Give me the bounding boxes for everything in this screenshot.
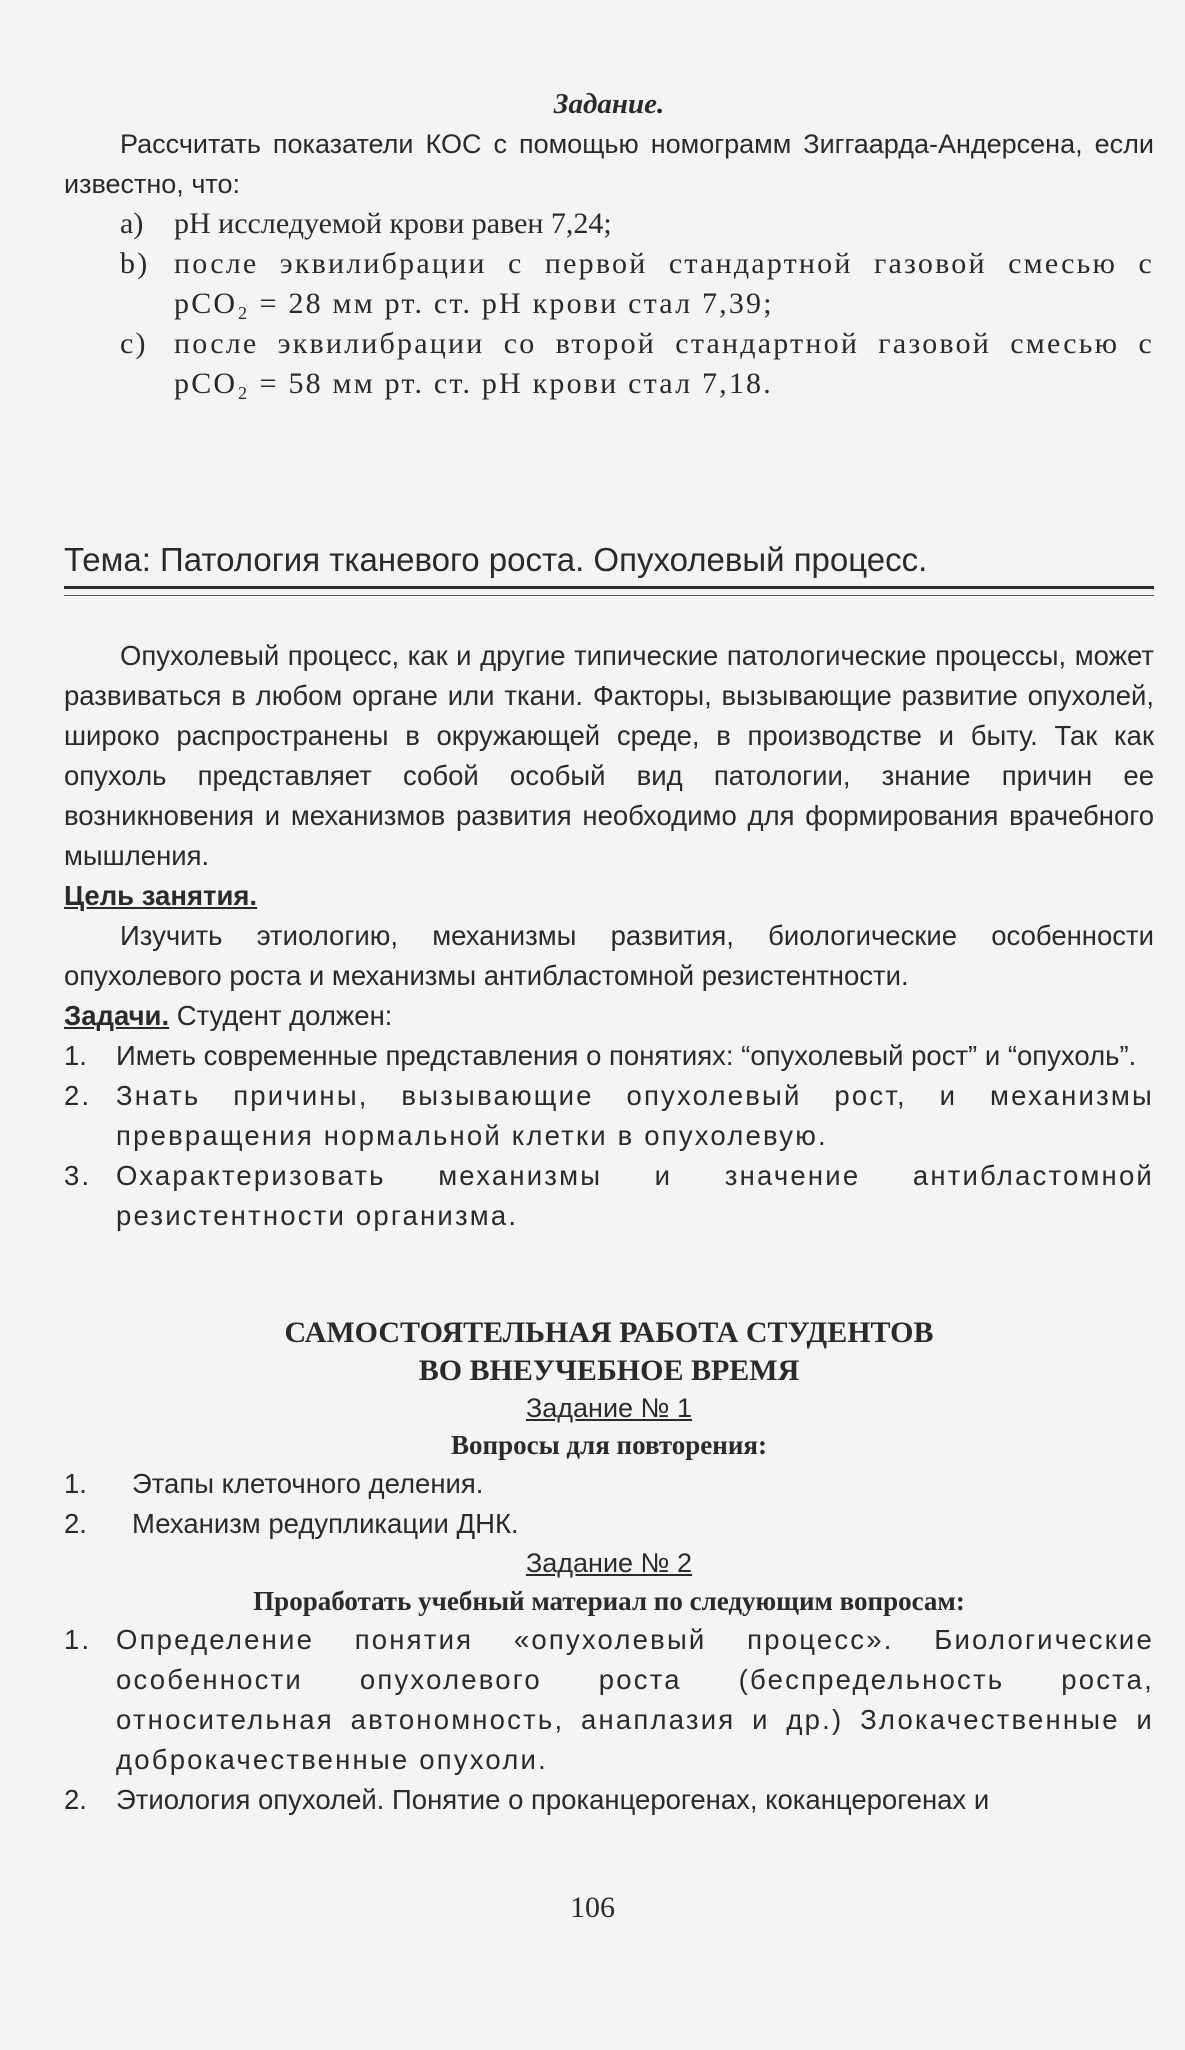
task1-label: Задание № 1	[525, 1393, 693, 1423]
task-title: Задание.	[553, 88, 665, 120]
task-block	[64, 84, 1154, 404]
goal-heading: Цель занятия.	[64, 880, 258, 911]
task-item-b	[64, 244, 1154, 324]
task2-marker: 1.	[64, 1624, 92, 1655]
task2-subtitle: Проработать учебный материал по следующим вопросам:	[253, 1586, 965, 1616]
task2-marker: 2.	[64, 1784, 87, 1815]
task-item-marker: b)	[120, 247, 150, 280]
task-list	[64, 204, 1154, 404]
task2-text: Определение понятия «опухолевый процесс». Биологические особенности опухолевого роста (беспредельность роста, относительная автономность, анаплазия и др.) Злокачественные и доброкачественные опухоли.	[116, 1624, 1154, 1775]
objective-item	[64, 1076, 1154, 1156]
task2-item	[64, 1620, 1154, 1780]
objectives-heading: Задачи.	[64, 1000, 170, 1031]
task-item-text: рН исследуемой крови равен 7,24;	[174, 207, 612, 240]
task1-item	[64, 1464, 1154, 1504]
objectives-lead: Студент должен:	[169, 1000, 393, 1031]
task-item-marker: а)	[120, 207, 144, 240]
objectives-line	[64, 996, 1154, 1036]
task1-item	[64, 1504, 1154, 1544]
task2-item	[64, 1780, 1154, 1820]
lesson-body	[64, 636, 1154, 1236]
self-work-section	[64, 1314, 1154, 1820]
objective-marker: 2.	[64, 1080, 92, 1111]
task2-label: Задание № 2	[525, 1548, 693, 1578]
self-work-title-line1: САМОСТОЯТЕЛЬНАЯ РАБОТА СТУДЕНТОВ	[284, 1316, 934, 1349]
objective-marker: 1.	[64, 1040, 87, 1071]
task1-marker: 1.	[64, 1468, 87, 1499]
task1-marker: 2.	[64, 1508, 87, 1539]
task-item-a	[64, 204, 1154, 244]
objective-text: Знать причины, вызывающие опухолевый рост, и механизмы превращения нормальной клетки в опухолевую.	[116, 1080, 1154, 1151]
topic-block	[64, 538, 1154, 596]
task1-text: Этапы клеточного деления.	[132, 1468, 484, 1499]
objective-item	[64, 1036, 1154, 1076]
task2-list	[64, 1620, 1154, 1820]
page-number: 106	[570, 1891, 615, 1924]
topic-double-rule	[64, 595, 1154, 596]
task2-text: Этиология опухолей. Понятие о проканцерогенах, коканцерогенах и	[116, 1784, 990, 1815]
self-work-title-line2: ВО ВНЕУЧЕБНОЕ ВРЕМЯ	[418, 1354, 800, 1387]
task-item-text: после эквилибрации со второй стандартной газовой смесью с рСО₂ = 58 мм рт. ст. рН крови стал 7,18.	[174, 327, 1154, 400]
task1-list	[64, 1464, 1154, 1544]
task-intro: Рассчитать показатели КОС с помощью номограмм Зиггаарда-Андерсена, если известно, что:	[64, 129, 1154, 199]
topic-heading: Тема: Патология тканевого роста. Опухолевый процесс.	[64, 538, 1154, 589]
task-item-c	[64, 324, 1154, 404]
objective-item	[64, 1156, 1154, 1236]
objectives-list	[64, 1036, 1154, 1236]
goal-text: Изучить этиологию, механизмы развития, биологические особенности опухолевого роста и механизмы антибластомной резистентности.	[64, 920, 1154, 991]
objective-text: Иметь современные представления о понятиях: “опухолевый рост” и “опухоль”.	[116, 1040, 1137, 1071]
task1-subtitle: Вопросы для повторения:	[451, 1430, 767, 1460]
task-item-marker: с)	[120, 327, 148, 360]
task-item-text: после эквилибрации с первой стандартной газовой смесью с рСО₂ = 28 мм рт. ст. рН крови стал 7,39;	[174, 247, 1154, 320]
task1-text: Механизм редупликации ДНК.	[132, 1508, 519, 1539]
objective-text: Охарактеризовать механизмы и значение антибластомной резистентности организма.	[116, 1160, 1154, 1231]
objective-marker: 3.	[64, 1160, 92, 1191]
intro-paragraph: Опухолевый процесс, как и другие типические патологические процессы, может развиваться в любом органе или ткани. Факторы, вызывающие развитие опухолей, широко распространены в окружающей среде, в производстве и быту. Так как опухоль представляет собой особый вид патологии, знание причин ее возникновения и механизмов развития необходимо для формирования врачебного мышления.	[64, 640, 1154, 871]
